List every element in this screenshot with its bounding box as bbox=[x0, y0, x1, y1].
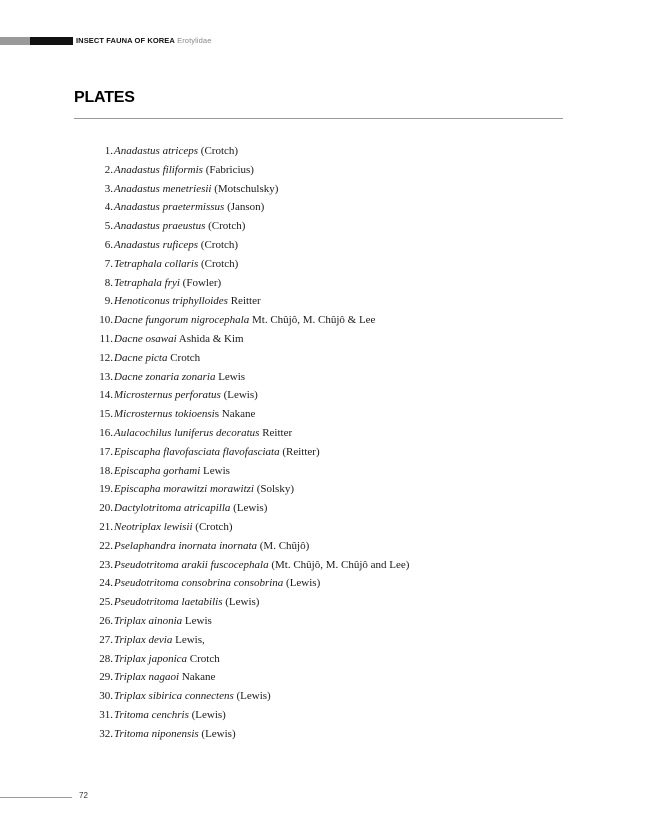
plate-species-name: Anadastus ruficeps bbox=[114, 238, 199, 251]
plate-species-name: Dactylotritoma atricapilla bbox=[114, 502, 231, 515]
plate-number: 28. bbox=[99, 652, 113, 665]
plates-list bbox=[74, 142, 409, 744]
plate-species-entry bbox=[114, 330, 244, 349]
plate-species-author: Lewis bbox=[215, 370, 246, 383]
plate-species-name: Dacne osawai bbox=[114, 332, 177, 345]
plate-list-item bbox=[74, 574, 409, 593]
plate-species-author: Lewis bbox=[200, 464, 230, 477]
plate-species-entry bbox=[114, 462, 230, 481]
header-bar-gray bbox=[0, 37, 30, 45]
plate-species-author: (Solsky) bbox=[253, 483, 294, 496]
plate-species-entry bbox=[114, 687, 271, 706]
header-book-title: INSECT FAUNA OF KOREA bbox=[76, 36, 175, 45]
plate-number: 18. bbox=[99, 464, 113, 477]
plate-list-item bbox=[74, 518, 409, 537]
plate-number: 13. bbox=[99, 370, 113, 383]
plate-species-name: Triplax nagaoi bbox=[114, 671, 180, 684]
plate-species-entry bbox=[114, 142, 238, 161]
plate-species-entry bbox=[114, 386, 258, 405]
plate-number: 12. bbox=[99, 351, 113, 364]
plate-list-item bbox=[74, 612, 409, 631]
plate-species-author: Nakane bbox=[179, 671, 216, 684]
plate-list-item bbox=[74, 650, 409, 669]
plate-species-name: Neotriplax lewisii bbox=[114, 520, 193, 533]
plate-number: 5. bbox=[104, 220, 113, 233]
plate-list-item bbox=[74, 556, 409, 575]
plate-species-author: (Crotch) bbox=[205, 220, 246, 233]
plate-species-name: Microsternus perforatus bbox=[114, 389, 221, 402]
plate-species-author: Crotch bbox=[187, 652, 220, 665]
plate-list-item bbox=[74, 462, 409, 481]
plate-species-entry bbox=[114, 650, 220, 669]
plate-species-name: Anadastus filiformis bbox=[114, 163, 203, 176]
plate-species-author: (Lewis) bbox=[188, 708, 226, 721]
plate-species-entry bbox=[114, 518, 233, 537]
plate-species-name: Episcapha gorhami bbox=[114, 464, 201, 477]
plate-number: 30. bbox=[99, 690, 113, 703]
plate-species-author: Mt. Chûjô, M. Chûjô & Lee bbox=[249, 314, 376, 327]
plate-species-name: Henoticonus triphylloides bbox=[114, 295, 228, 308]
plate-species-name: Episcapha morawitzi morawitzi bbox=[114, 483, 254, 496]
plate-species-entry bbox=[114, 556, 409, 575]
plate-number: 3. bbox=[104, 182, 113, 195]
plate-number: 10. bbox=[99, 314, 113, 327]
plate-species-name: Triplax japonica bbox=[114, 652, 188, 665]
page-number: 72 bbox=[79, 791, 88, 800]
plate-list-item bbox=[74, 687, 409, 706]
plate-species-name: Pseudotritoma consobrina consobrina bbox=[114, 577, 284, 590]
plate-species-entry bbox=[114, 217, 245, 236]
plate-species-name: Aulacochilus luniferus decoratus bbox=[114, 426, 260, 439]
plate-species-entry bbox=[114, 161, 254, 180]
plate-list-item bbox=[74, 424, 409, 443]
running-header-text bbox=[76, 35, 211, 46]
plate-species-author: Reitter bbox=[227, 295, 261, 308]
plate-species-name: Triplax ainonia bbox=[114, 614, 183, 627]
plate-species-entry bbox=[114, 349, 200, 368]
plate-species-name: Dacne fungorum nigrocephala bbox=[114, 314, 250, 327]
plate-species-name: Pseudotritoma arakii fuscocephala bbox=[114, 558, 269, 571]
plate-species-entry bbox=[114, 499, 267, 518]
plate-list-item bbox=[74, 180, 409, 199]
plate-species-author: (M. Chûjô) bbox=[257, 539, 310, 552]
plate-species-entry bbox=[114, 706, 226, 725]
plate-number: 25. bbox=[99, 596, 113, 609]
plate-species-entry bbox=[114, 198, 264, 217]
plate-list-item bbox=[74, 499, 409, 518]
plate-species-entry bbox=[114, 180, 278, 199]
plate-species-name: Anadastus menetriesii bbox=[114, 182, 212, 195]
plate-number: 2. bbox=[104, 163, 113, 176]
plate-number: 4. bbox=[104, 201, 113, 214]
plate-number: 26. bbox=[99, 614, 113, 627]
plate-list-item bbox=[74, 443, 409, 462]
plate-number: 11. bbox=[99, 332, 113, 345]
plate-species-entry bbox=[114, 668, 215, 687]
plate-species-name: Triplax devia bbox=[114, 633, 173, 646]
plate-species-author: Crotch bbox=[167, 351, 201, 364]
plate-species-entry bbox=[114, 443, 320, 462]
plate-number: 14. bbox=[99, 389, 113, 402]
plate-species-author: (Lewis) bbox=[230, 502, 268, 515]
plate-species-author: Lewis, bbox=[172, 633, 205, 646]
plate-species-entry bbox=[114, 574, 320, 593]
plate-list-item bbox=[74, 631, 409, 650]
plate-number: 8. bbox=[104, 276, 113, 289]
plate-list-item bbox=[74, 480, 409, 499]
plate-number: 31. bbox=[99, 708, 113, 721]
plate-species-name: Tritoma cenchris bbox=[114, 708, 189, 721]
plate-species-name: Triplax sibirica connectens bbox=[114, 690, 234, 703]
plate-species-entry bbox=[114, 631, 205, 650]
plate-species-author: (Fabricius) bbox=[202, 163, 254, 176]
plate-species-entry bbox=[114, 537, 309, 556]
plate-number: 15. bbox=[99, 408, 113, 421]
plate-species-author: (Reitter) bbox=[279, 445, 320, 458]
plate-species-author: (Lewis) bbox=[283, 577, 321, 590]
plate-species-author: (Fowler) bbox=[179, 276, 222, 289]
footer-divider bbox=[0, 797, 72, 798]
plate-species-author: Reitter bbox=[259, 426, 293, 439]
plate-number: 16. bbox=[99, 426, 113, 439]
plate-list-item bbox=[74, 292, 409, 311]
plate-list-item bbox=[74, 368, 409, 387]
plate-species-name: Microsternus tokioensi bbox=[114, 408, 215, 421]
plate-species-author: Ashida & Kim bbox=[176, 332, 244, 345]
plate-list-item bbox=[74, 255, 409, 274]
plate-species-author: (Lewis) bbox=[220, 389, 258, 402]
plate-species-author: (Lewis) bbox=[233, 690, 271, 703]
plate-list-item bbox=[74, 217, 409, 236]
plate-number: 1. bbox=[104, 145, 113, 157]
plate-list-item bbox=[74, 349, 409, 368]
plate-list-item bbox=[74, 142, 409, 161]
plate-species-name: Anadastus praeustus bbox=[114, 220, 206, 233]
plate-list-item bbox=[74, 668, 409, 687]
running-header bbox=[0, 37, 652, 45]
plate-species-author: (Crotch) bbox=[198, 257, 239, 270]
plate-species-entry bbox=[114, 368, 245, 387]
plate-species-entry bbox=[114, 424, 292, 443]
plate-species-name: Tetraphala fryi bbox=[114, 276, 180, 289]
plate-number: 19. bbox=[99, 483, 113, 496]
plate-species-name: Pselaphandra inornata inornata bbox=[114, 539, 258, 552]
plate-species-name: Anadastus atriceps bbox=[114, 145, 199, 157]
plate-species-name: Dacne zonaria zonaria bbox=[114, 370, 216, 383]
plate-species-entry bbox=[114, 292, 261, 311]
plate-number: 20. bbox=[99, 502, 113, 515]
plate-list-item bbox=[74, 236, 409, 255]
plate-species-author: s Nakane bbox=[214, 408, 256, 421]
plate-species-name: Pseudotritoma laetabilis bbox=[114, 596, 223, 609]
plate-species-entry bbox=[114, 405, 255, 424]
plate-species-entry bbox=[114, 725, 236, 744]
plate-species-entry bbox=[114, 311, 375, 330]
plate-species-author: (Lewis) bbox=[198, 727, 236, 740]
plate-list-item bbox=[74, 593, 409, 612]
plate-list-item bbox=[74, 274, 409, 293]
plate-number: 27. bbox=[99, 633, 113, 646]
plate-number: 7. bbox=[104, 257, 113, 270]
page-title: PLATES bbox=[74, 89, 135, 106]
plate-number: 9. bbox=[104, 295, 113, 308]
plate-species-author: (Crotch) bbox=[198, 238, 239, 251]
plate-number: 6. bbox=[104, 238, 113, 251]
plate-species-name: Tritoma niponensis bbox=[114, 727, 199, 740]
plate-species-author: (Lewis) bbox=[222, 596, 260, 609]
plate-species-name: Anadastus praetermissus bbox=[114, 201, 225, 214]
plate-species-author: Lewis bbox=[182, 614, 212, 627]
plate-species-entry bbox=[114, 236, 238, 255]
plate-species-author: (Crotch) bbox=[198, 145, 239, 157]
plate-species-name: Tetraphala collaris bbox=[114, 257, 199, 270]
plate-number: 22. bbox=[99, 539, 113, 552]
plate-number: 29. bbox=[99, 671, 113, 684]
plate-list-item bbox=[74, 537, 409, 556]
plate-species-name: Episcapha flavofasciata flavofasciata bbox=[114, 445, 280, 458]
plate-number: 17. bbox=[99, 445, 113, 458]
plate-species-entry bbox=[114, 480, 294, 499]
title-divider bbox=[74, 118, 563, 119]
plate-number: 23. bbox=[99, 558, 113, 571]
header-bar-black bbox=[30, 37, 73, 45]
plate-species-author: (Mt. Chûjô, M. Chûjô and Lee) bbox=[268, 558, 410, 571]
plate-species-author: (Crotch) bbox=[192, 520, 233, 533]
plate-list-item bbox=[74, 386, 409, 405]
plate-number: 24. bbox=[99, 577, 113, 590]
plate-species-entry bbox=[114, 255, 238, 274]
plate-species-entry bbox=[114, 612, 212, 631]
plate-list-item bbox=[74, 311, 409, 330]
plate-species-author: (Motschulsky) bbox=[211, 182, 279, 195]
header-family-name: Erotylidae bbox=[177, 36, 212, 45]
plate-list-item bbox=[74, 198, 409, 217]
plate-species-entry bbox=[114, 274, 221, 293]
plate-list-item bbox=[74, 330, 409, 349]
plate-list-item bbox=[74, 161, 409, 180]
plate-number: 21. bbox=[99, 520, 113, 533]
plate-species-name: Dacne picta bbox=[114, 351, 168, 364]
plate-list-item bbox=[74, 725, 409, 744]
plate-list-item bbox=[74, 405, 409, 424]
plate-species-entry bbox=[114, 593, 259, 612]
plate-number: 32. bbox=[99, 727, 113, 740]
plate-list-item bbox=[74, 706, 409, 725]
plate-species-author: (Janson) bbox=[224, 201, 265, 214]
